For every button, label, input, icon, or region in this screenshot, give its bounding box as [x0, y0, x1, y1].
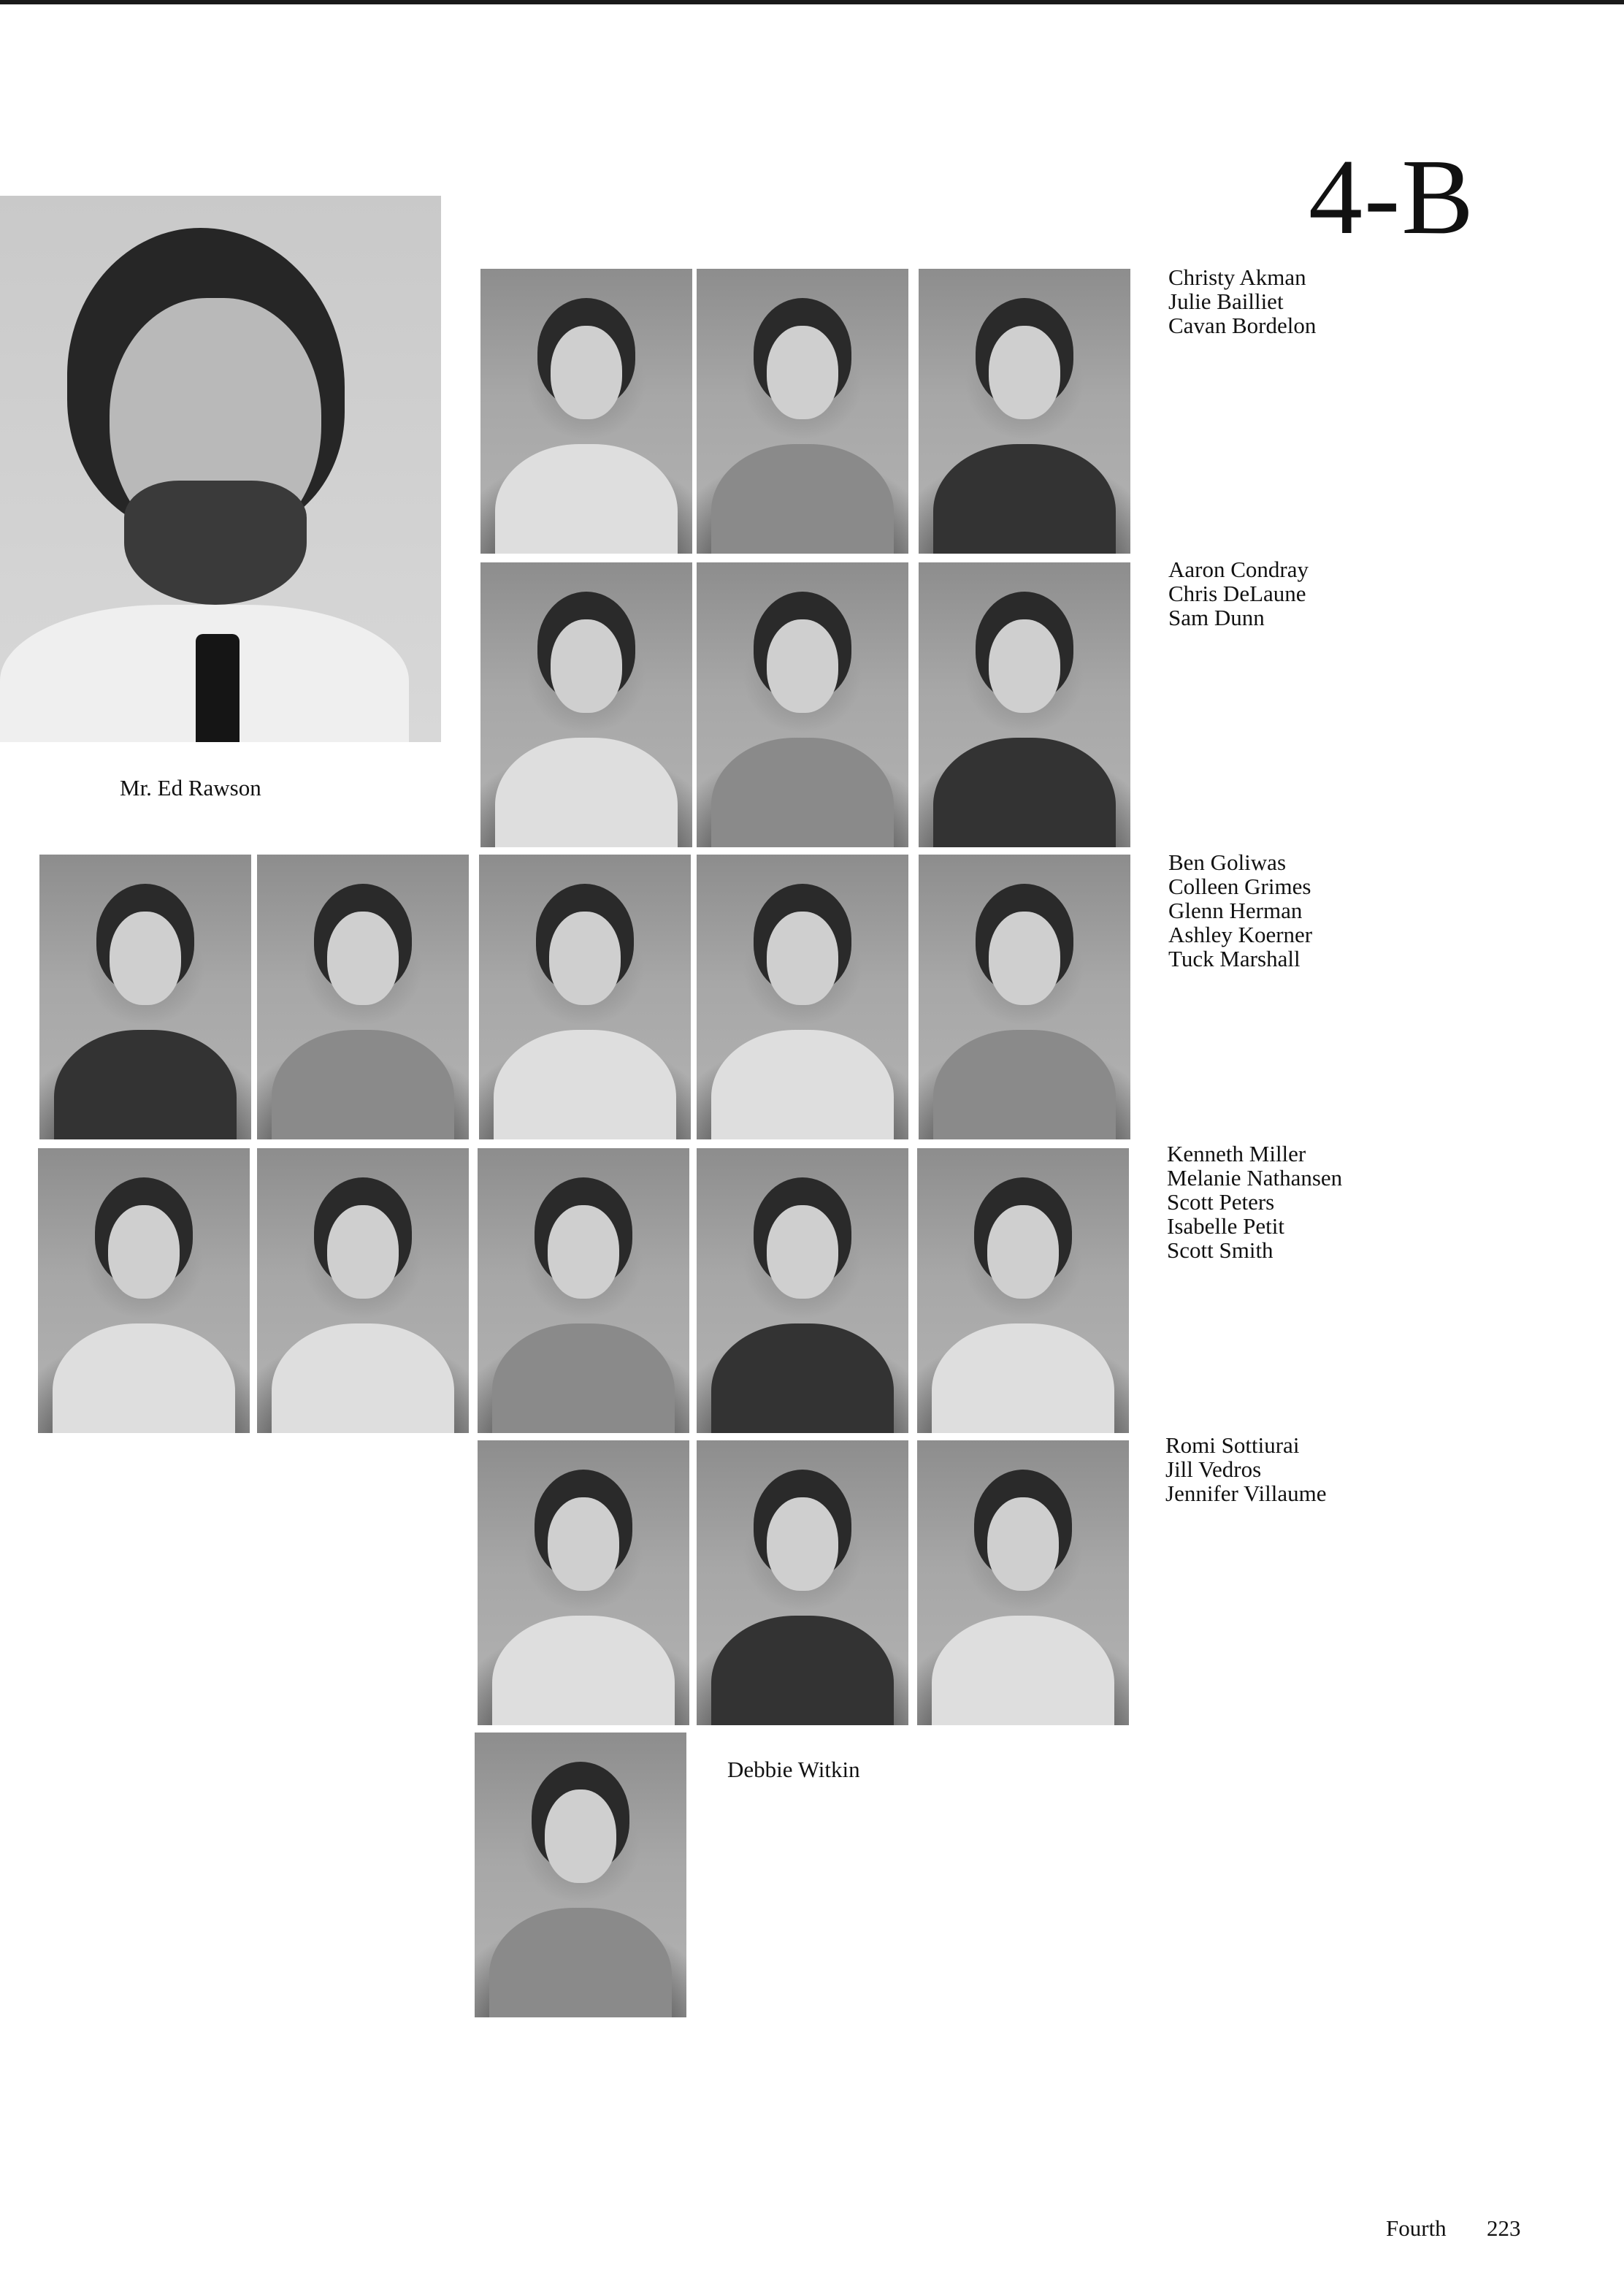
student-portrait [38, 1148, 250, 1433]
portrait-beard [124, 481, 307, 605]
student-portrait [697, 562, 908, 847]
student-name: Scott Peters [1167, 1189, 1275, 1215]
student-portrait [478, 1440, 689, 1725]
name-list-row-4 [1167, 1142, 1342, 1262]
student-portrait [917, 1148, 1129, 1433]
student-portrait [919, 855, 1130, 1139]
name-list-row-3 [1168, 850, 1312, 971]
student-portrait [919, 269, 1130, 554]
student-portrait [478, 1148, 689, 1433]
student-name: Isabelle Petit [1167, 1213, 1284, 1239]
name-list-row-2 [1168, 557, 1309, 630]
student-name: Sam Dunn [1168, 605, 1265, 630]
student-name: Tuck Marshall [1168, 946, 1301, 971]
name-list-row-5 [1165, 1433, 1327, 1505]
student-portrait [257, 855, 469, 1139]
student-name: Aaron Condray [1168, 557, 1309, 582]
class-title: 4-B [1309, 137, 1475, 257]
student-name: Melanie Nathansen [1167, 1165, 1343, 1191]
student-portrait [697, 1440, 908, 1725]
student-name: Christy Akman [1168, 264, 1306, 290]
student-portrait [697, 855, 908, 1139]
student-portrait [479, 855, 691, 1139]
last-student-name: Debbie Witkin [727, 1757, 860, 1782]
student-name: Scott Smith [1167, 1237, 1273, 1263]
student-portrait [475, 1733, 686, 2017]
student-name: Romi Sottiurai [1165, 1432, 1300, 1458]
student-portrait [697, 269, 908, 554]
teacher-name: Mr. Ed Rawson [120, 775, 261, 801]
student-name: Colleen Grimes [1168, 874, 1311, 899]
name-list-row-1 [1168, 265, 1316, 337]
student-portrait [917, 1440, 1129, 1725]
student-name: Ashley Koerner [1168, 922, 1313, 947]
student-name: Jennifer Villaume [1165, 1481, 1327, 1506]
student-name: Cavan Bordelon [1168, 313, 1317, 338]
student-name: Glenn Herman [1168, 898, 1303, 923]
student-portrait [480, 562, 692, 847]
student-name: Jill Vedros [1165, 1456, 1262, 1482]
footer-section-label: Fourth [1386, 2215, 1447, 2241]
student-name: Kenneth Miller [1167, 1141, 1306, 1166]
student-name: Chris DeLaune [1168, 581, 1306, 606]
student-name: Ben Goliwas [1168, 849, 1287, 875]
page-number: 223 [1487, 2215, 1521, 2241]
portrait-tie [196, 634, 240, 742]
student-portrait [480, 269, 692, 554]
student-portrait [257, 1148, 469, 1433]
student-portrait [697, 1148, 908, 1433]
student-name: Julie Bailliet [1168, 289, 1284, 314]
student-portrait [39, 855, 251, 1139]
teacher-portrait [0, 196, 441, 742]
top-border [0, 0, 1624, 4]
student-portrait [919, 562, 1130, 847]
